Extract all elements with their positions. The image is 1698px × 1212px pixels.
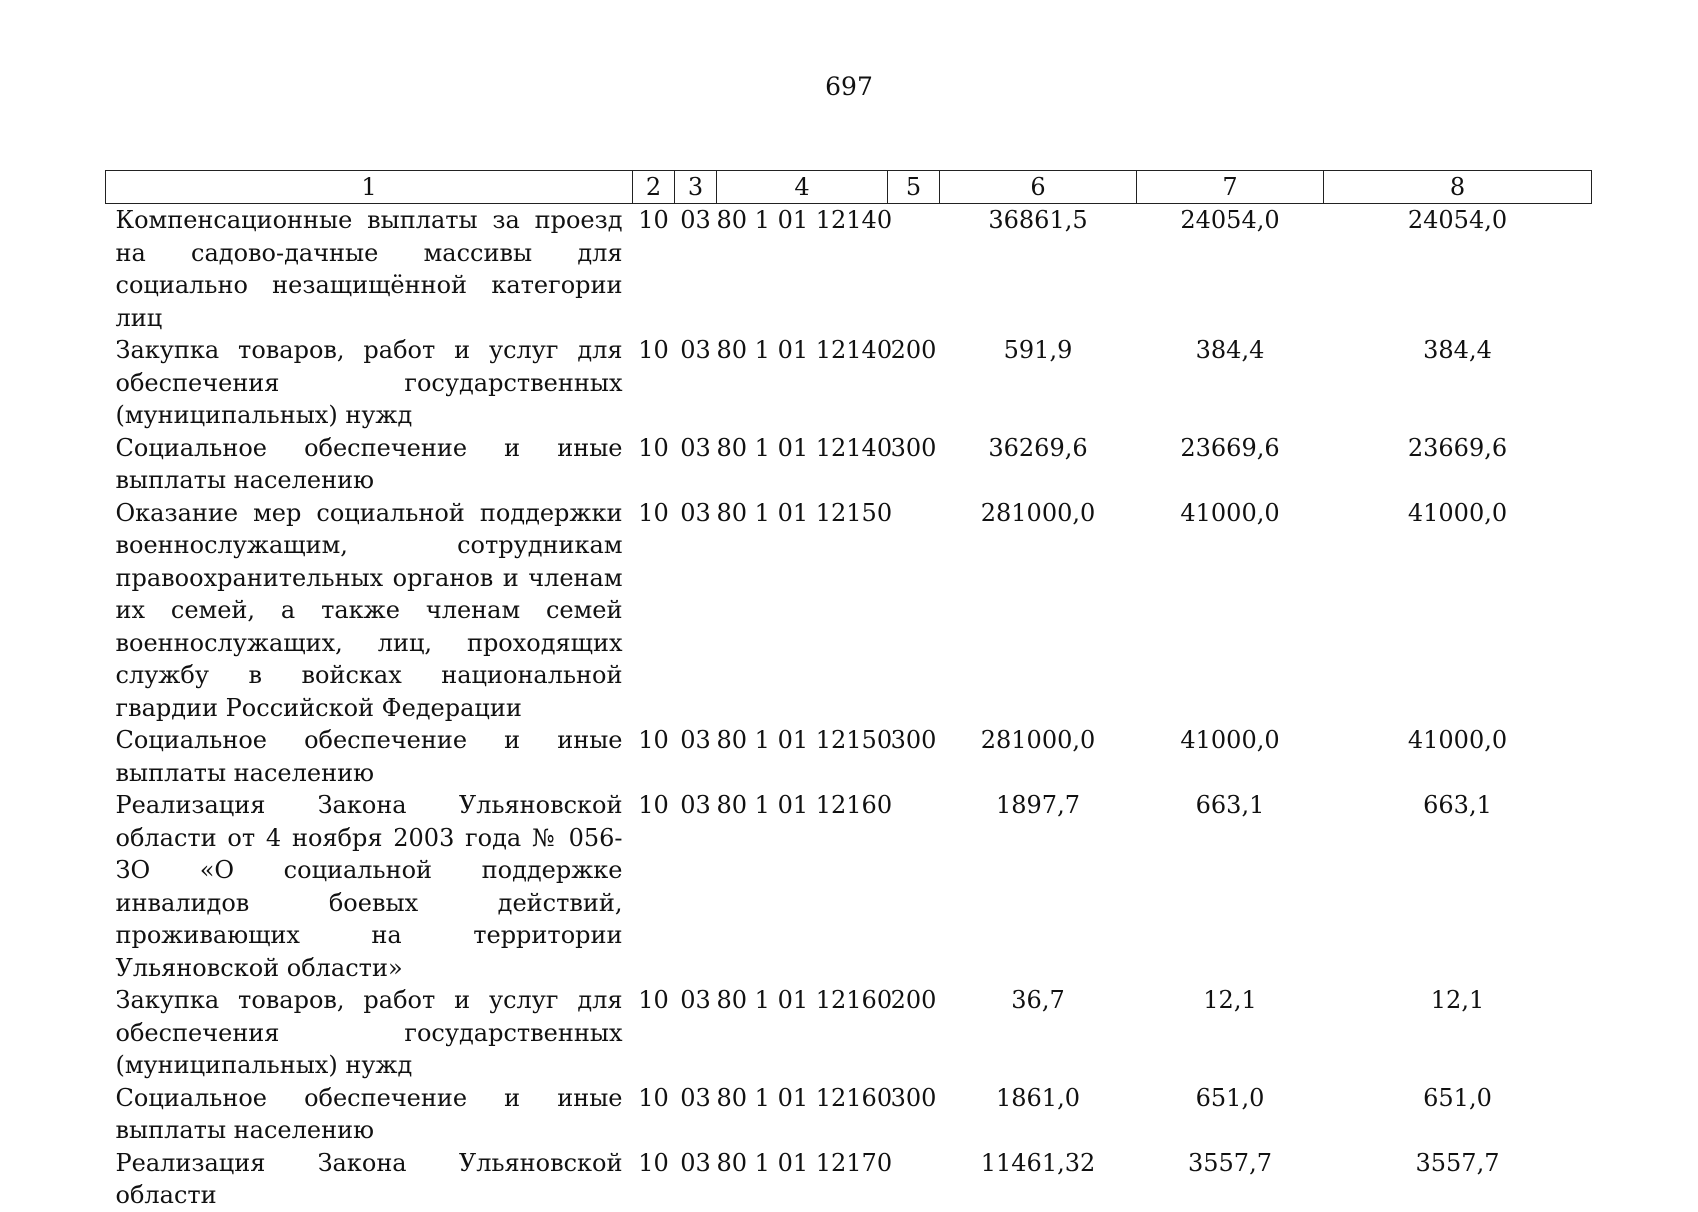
amount-col-8: 23669,6 [1407, 433, 1508, 462]
expense-type-code [888, 497, 940, 725]
target-article-code: 80 1 01 12160 [716, 791, 893, 819]
subsection-code: 03 [680, 1148, 711, 1177]
section-code: 10 [638, 726, 669, 754]
table-row [106, 724, 1592, 789]
header-col-7: 7 [1137, 171, 1324, 204]
table-row [106, 334, 1592, 432]
row-description: Реализация Закона Ульяновской области [115, 1148, 623, 1209]
amount-col-8: 41000,0 [1407, 498, 1508, 527]
expense-type-code [888, 1147, 940, 1212]
section-code: 10 [638, 1083, 669, 1112]
amount-col-7: 24054,0 [1180, 206, 1280, 234]
target-article-code: 80 1 01 12140 [716, 336, 893, 364]
page-number: 697 [825, 72, 873, 101]
target-article-code: 80 1 01 12140 [716, 433, 893, 462]
table-row [106, 204, 1592, 335]
section-code: 10 [638, 498, 669, 527]
subsection-code: 03 [680, 986, 711, 1014]
amount-col-6: 1861,0 [996, 1083, 1080, 1112]
table-row [106, 984, 1592, 1082]
header-col-5: 5 [888, 171, 940, 204]
amount-col-8: 12,1 [1430, 986, 1485, 1014]
expense-type-code: 200 [890, 336, 937, 364]
header-col-6: 6 [940, 171, 1137, 204]
subsection-code: 03 [680, 206, 711, 234]
amount-col-7: 23669,6 [1180, 433, 1280, 462]
amount-col-7: 41000,0 [1180, 726, 1280, 754]
amount-col-7: 41000,0 [1180, 498, 1280, 527]
amount-col-6: 36861,5 [988, 206, 1088, 234]
header-col-2: 2 [633, 171, 675, 204]
section-code: 10 [638, 206, 669, 234]
amount-col-8: 651,0 [1423, 1083, 1492, 1112]
section-code: 10 [638, 336, 669, 364]
row-description: Социальное обеспечение и иные выплаты населению [115, 726, 623, 787]
amount-col-7: 663,1 [1195, 791, 1265, 819]
target-article-code: 80 1 01 12150 [716, 726, 893, 754]
subsection-code: 03 [680, 1083, 711, 1112]
amount-col-6: 1897,7 [996, 791, 1080, 819]
target-article-code: 80 1 01 12160 [716, 1083, 893, 1112]
budget-table [105, 170, 1592, 1212]
section-code: 10 [638, 791, 669, 819]
subsection-code: 03 [680, 498, 711, 527]
amount-col-8: 384,4 [1423, 336, 1492, 364]
section-code: 10 [638, 433, 669, 462]
expense-type-code: 300 [890, 433, 937, 462]
section-code: 10 [638, 1148, 669, 1177]
table-row [106, 1082, 1592, 1147]
row-description: Оказание мер социальной поддержки военнослужащим, сотрудникам правоохранительных органов и членам их семей, а также членам семей военнослужащих, лиц, проходящих службу в войсках национальной гвардии Российской Федерации [115, 498, 623, 722]
subsection-code: 03 [680, 433, 711, 462]
row-description: Компенсационные выплаты за проезд на садово-дачные массивы для социально незащищённой категории лиц [115, 206, 623, 332]
table-row [106, 1147, 1592, 1212]
table-row [106, 789, 1592, 984]
header-col-4: 4 [717, 171, 888, 204]
subsection-code: 03 [680, 336, 711, 364]
row-description: Реализация Закона Ульяновской области от 4 ноября 2003 года № 056-ЗО «О социальной поддержке инвалидов боевых действий, проживающих на территории Ульяновской области» [115, 791, 623, 982]
amount-col-7: 651,0 [1195, 1083, 1265, 1112]
row-description: Социальное обеспечение и иные выплаты населению [115, 1083, 623, 1144]
amount-col-8: 3557,7 [1415, 1148, 1500, 1177]
amount-col-6: 281000,0 [980, 726, 1096, 754]
subsection-code: 03 [680, 791, 711, 819]
target-article-code: 80 1 01 12170 [716, 1148, 893, 1177]
amount-col-8: 663,1 [1423, 791, 1492, 819]
target-article-code: 80 1 01 12150 [716, 498, 893, 527]
table-row [106, 497, 1592, 725]
amount-col-6: 591,9 [1003, 336, 1073, 364]
row-description: Социальное обеспечение и иные выплаты населению [115, 433, 623, 494]
expense-type-code: 200 [890, 986, 937, 1014]
target-article-code: 80 1 01 12140 [716, 206, 893, 234]
expense-type-code: 300 [890, 1083, 937, 1112]
table-body [106, 204, 1592, 1212]
header-col-8: 8 [1324, 171, 1592, 204]
subsection-code: 03 [680, 726, 711, 754]
target-article-code: 80 1 01 12160 [716, 986, 893, 1014]
amount-col-7: 3557,7 [1188, 1148, 1272, 1177]
amount-col-6: 36269,6 [988, 433, 1088, 462]
header-col-3: 3 [675, 171, 717, 204]
amount-col-6: 36,7 [1011, 986, 1065, 1014]
table-row [106, 432, 1592, 497]
section-code: 10 [638, 986, 669, 1014]
amount-col-6: 11461,32 [980, 1148, 1096, 1177]
amount-col-7: 12,1 [1203, 986, 1257, 1014]
header-row [106, 171, 1592, 204]
amount-col-8: 24054,0 [1407, 206, 1508, 234]
expense-type-code [888, 789, 940, 984]
amount-col-7: 384,4 [1195, 336, 1265, 364]
header-col-1: 1 [106, 171, 633, 204]
expense-type-code [888, 204, 940, 335]
row-description: Закупка товаров, работ и услуг для обеспечения государственных (муниципальных) нужд [115, 336, 623, 429]
amount-col-6: 281000,0 [980, 498, 1096, 527]
amount-col-8: 41000,0 [1407, 726, 1508, 754]
expense-type-code: 300 [890, 726, 937, 754]
row-description: Закупка товаров, работ и услуг для обеспечения государственных (муниципальных) нужд [115, 986, 623, 1079]
